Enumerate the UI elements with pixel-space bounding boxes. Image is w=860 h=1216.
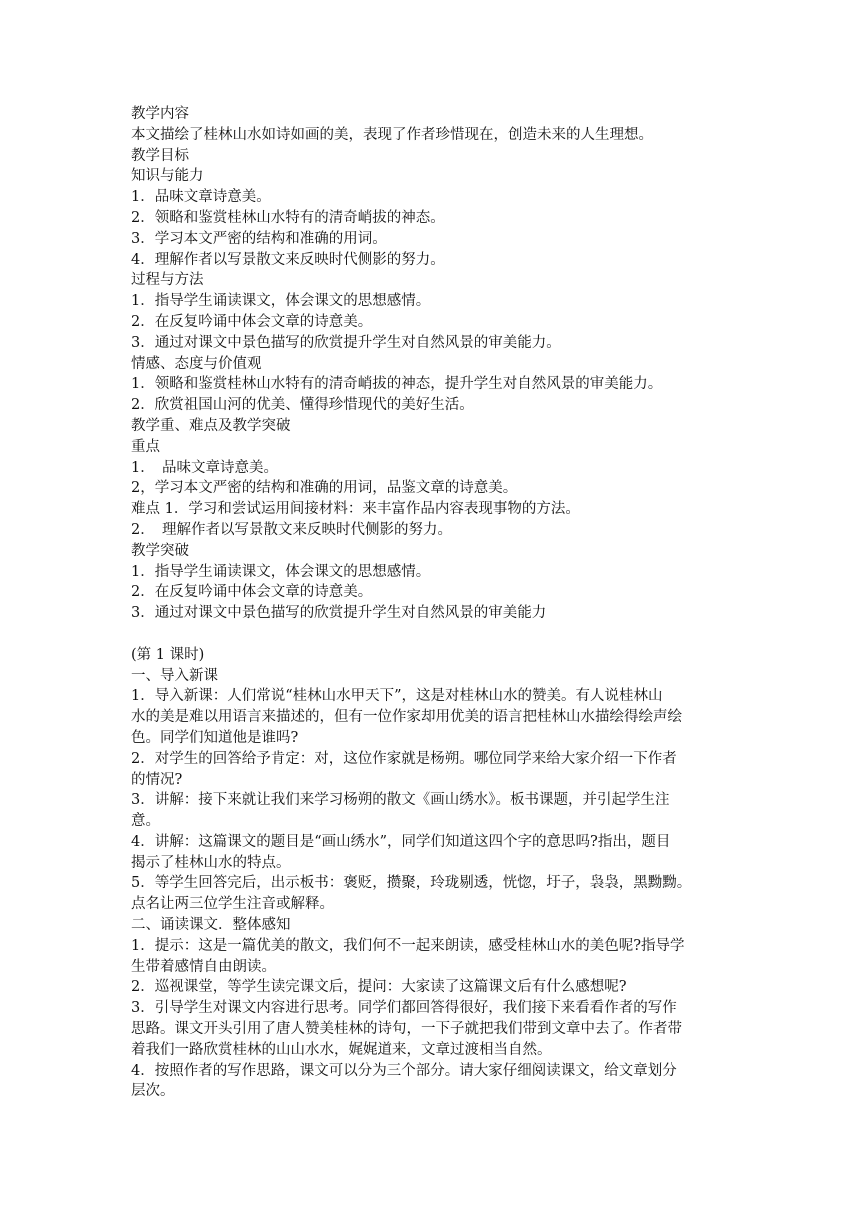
text-line: 难点 1．学习和尝试运用间接材料：来丰富作品内容表现事物的方法。 [131, 501, 580, 518]
text-line: 2．在反复吟诵中体会文章的诗意美。 [131, 313, 373, 330]
text-line: 教学突破 [131, 542, 189, 559]
text-line: 点名让两三位学生注音或解释。 [131, 896, 334, 913]
text-line: 本文描绘了桂林山水如诗如画的美，表现了作者珍惜现在，创造未来的人生理想。 [131, 126, 653, 143]
text-line: 4．理解作者以写景散文来反映时代侧影的努力。 [131, 251, 445, 268]
text-line: 3．讲解：接下来就让我们来学习杨朔的散文《画山绣水》。板书课题，并引起学生注 [131, 792, 670, 809]
text-line: 层次。 [131, 1083, 175, 1100]
text-line: 2． 理解作者以写景散文来反映时代侧影的努力。 [131, 521, 452, 538]
text-line: 情感、态度与价值观 [131, 355, 262, 372]
text-line: 生带着感情自由朗读。 [131, 958, 276, 975]
text-line: 1．指导学生诵读课文，体会课文的思想感情。 [131, 563, 431, 580]
text-line: 2．对学生的回答给予肯定：对，这位作家就是杨朔。哪位同学来给大家介绍一下作者 [131, 750, 677, 767]
text-line: 2．领略和鉴赏桂林山水特有的清奇峭拔的神态。 [131, 209, 445, 226]
text-line: 教学内容 [131, 106, 189, 122]
text-line: 教学目标 [131, 147, 189, 164]
text-line: 1．提示：这是一篇优美的散文，我们何不一起来朗读，感受桂林山水的美色呢?指导学 [131, 937, 685, 954]
text-line: 重点 [131, 438, 160, 455]
text-line: 的情况? [131, 771, 183, 788]
teaching-plan-section [131, 104, 731, 624]
text-line: 3．学习本文严密的结构和准确的用词。 [131, 230, 387, 247]
blank-line [131, 624, 731, 645]
text-line: 着我们一路欣赏桂林的山山水水，娓娓道来，文章过渡相当自然。 [131, 1041, 552, 1058]
text-line: (第 1 课时) [131, 646, 205, 663]
text-line: 1．指导学生诵读课文，体会课文的思想感情。 [131, 293, 431, 310]
text-line: 色。同学们知道他是谁吗? [131, 729, 299, 746]
text-line: 4．讲解：这篇课文的题目是“画山绣水”，同学们知道这四个字的意思吗?指出，题目 [131, 833, 671, 850]
text-line: 2．巡视课堂，等学生读完课文后，提问：大家读了这篇课文后有什么感想呢? [131, 979, 627, 996]
text-line: 水的美是难以用语言来描述的，但有一位作家却用优美的语言把桂林山水描绘得绘声绘 [131, 709, 682, 726]
text-line: 思路。课文开头引用了唐人赞美桂林的诗句，一下子就把我们带到文章中去了。作者带 [131, 1021, 682, 1038]
document-page [131, 104, 731, 1102]
text-line: 1． 品味文章诗意美。 [131, 459, 278, 476]
text-line: 2．欣赏祖国山河的优美、懂得珍惜现代的美好生活。 [131, 397, 474, 414]
text-line: 1．品味文章诗意美。 [131, 189, 271, 206]
text-line: 揭示了桂林山水的特点。 [131, 854, 291, 871]
text-line: 意。 [131, 813, 160, 830]
text-line: 3．通过对课文中景色描写的欣赏提升学生对自然风景的审美能力。 [131, 334, 561, 351]
lesson-one-section [131, 645, 731, 1103]
text-line: 2．在反复吟诵中体会文章的诗意美。 [131, 584, 373, 601]
text-line: 知识与能力 [131, 168, 204, 185]
text-line: 5．等学生回答完后，出示板书：褒贬，攒聚，玲珑剔透，恍惚，圩子，袅袅，黑黝黝。 [131, 875, 692, 892]
text-line: 二、诵读课文．整体感知 [131, 917, 291, 934]
text-line: 3．引导学生对课文内容进行思考。同学们都回答得很好，我们接下来看看作者的写作 [131, 1000, 677, 1017]
text-line: 过程与方法 [131, 272, 204, 289]
text-line: 教学重、难点及教学突破 [131, 417, 291, 434]
text-line: 4．按照作者的写作思路，课文可以分为三个部分。请大家仔细阅读课文，给文章划分 [131, 1062, 677, 1079]
text-line: 1．导入新课：人们常说“桂林山水甲天下”，这是对桂林山水的赞美。有人说桂林山 [131, 688, 663, 705]
text-line: 3．通过对课文中景色描写的欣赏提升学生对自然风景的审美能力 [131, 605, 547, 622]
text-line: 2，学习本文严密的结构和准确的用词，品鉴文章的诗意美。 [131, 480, 518, 497]
text-line: 1．领略和鉴赏桂林山水特有的清奇峭拔的神态，提升学生对自然风景的审美能力。 [131, 376, 663, 393]
text-line: 一、导入新课 [131, 667, 218, 684]
